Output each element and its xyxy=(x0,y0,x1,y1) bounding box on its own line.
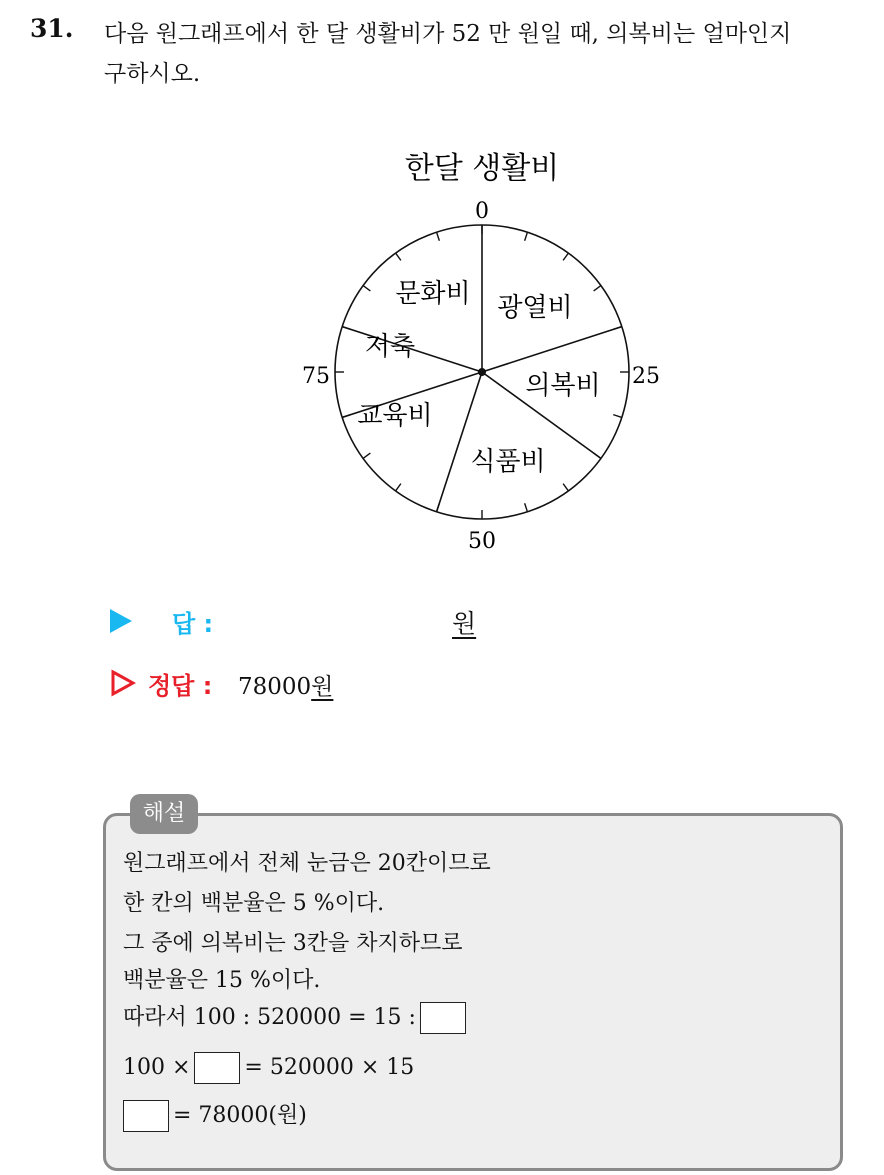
equation-3 xyxy=(123,1098,307,1134)
slice-label-heating: 광열비 xyxy=(497,293,573,323)
slice-label-culture: 문화비 xyxy=(395,279,471,309)
tick-mark xyxy=(396,253,401,260)
correct-answer-value xyxy=(238,668,333,701)
tick-mark xyxy=(363,453,370,458)
pie-chart xyxy=(280,140,680,560)
equation-2-left: 100 × xyxy=(123,1055,191,1080)
slice-boundary-3 xyxy=(437,372,482,512)
scale-label-25: 25 xyxy=(632,364,660,389)
scale-label-0: 0 xyxy=(475,199,489,224)
scale-label-75: 75 xyxy=(302,364,330,389)
question-line-2: 구하시오. xyxy=(104,61,201,87)
equation-1-text: 따라서 100 : 520000 = 15 : xyxy=(123,1005,416,1030)
tick-mark xyxy=(563,484,568,491)
question-text xyxy=(104,14,864,94)
explanation-line-2: 한 칸의 백분율은 5 %이다. xyxy=(123,891,385,916)
question-line-1: 다음 원그래프에서 한 달 생활비가 52 만 원일 때, 의복비는 얼마인지 xyxy=(104,21,792,47)
tick-mark xyxy=(613,415,622,418)
answer-unit: 원 xyxy=(452,609,477,638)
answer-row xyxy=(110,604,477,638)
chart-title: 한달 생활비 xyxy=(404,151,560,186)
equation-2 xyxy=(123,1050,414,1086)
tick-mark xyxy=(363,286,370,291)
equation-3-text: = 78000(원) xyxy=(173,1103,307,1128)
tick-mark xyxy=(563,253,568,260)
tick-mark xyxy=(594,286,601,291)
scale-label-50: 50 xyxy=(468,529,496,554)
equation-1 xyxy=(123,1000,470,1036)
correct-answer-unit: 원 xyxy=(311,674,334,700)
tick-mark xyxy=(525,503,528,512)
center-dot xyxy=(478,368,486,376)
tick-mark xyxy=(396,484,401,491)
slice-label-education: 교육비 xyxy=(357,401,433,431)
explanation-tag: 해설 xyxy=(130,794,198,834)
explanation-line-4: 백분율은 15 %이다. xyxy=(123,968,321,993)
filled-triangle-icon xyxy=(110,609,132,633)
slice-label-clothing: 의복비 xyxy=(525,371,601,401)
question-number: 31. xyxy=(30,14,74,43)
answer-label: 답 : xyxy=(172,610,214,638)
correct-answer-row xyxy=(110,666,334,700)
tick-mark xyxy=(525,232,528,241)
correct-answer-label: 정답 : xyxy=(148,672,213,700)
outline-triangle-icon xyxy=(110,669,136,697)
slice-label-food: 식품비 xyxy=(470,447,546,477)
explanation-line-3: 그 중에 의복비는 3칸을 차지하므로 xyxy=(123,931,463,956)
blank-box xyxy=(420,1002,466,1034)
tick-mark xyxy=(437,232,440,241)
blank-box xyxy=(123,1100,169,1132)
slice-label-savings: 저축 xyxy=(364,332,416,362)
equation-2-right: = 520000 × 15 xyxy=(244,1055,415,1080)
slice-boundary-1 xyxy=(482,327,622,372)
blank-box xyxy=(194,1052,240,1084)
explanation-line-1: 원그래프에서 전체 눈금은 20칸이므로 xyxy=(123,851,491,876)
correct-answer-number: 78000 xyxy=(238,674,312,700)
